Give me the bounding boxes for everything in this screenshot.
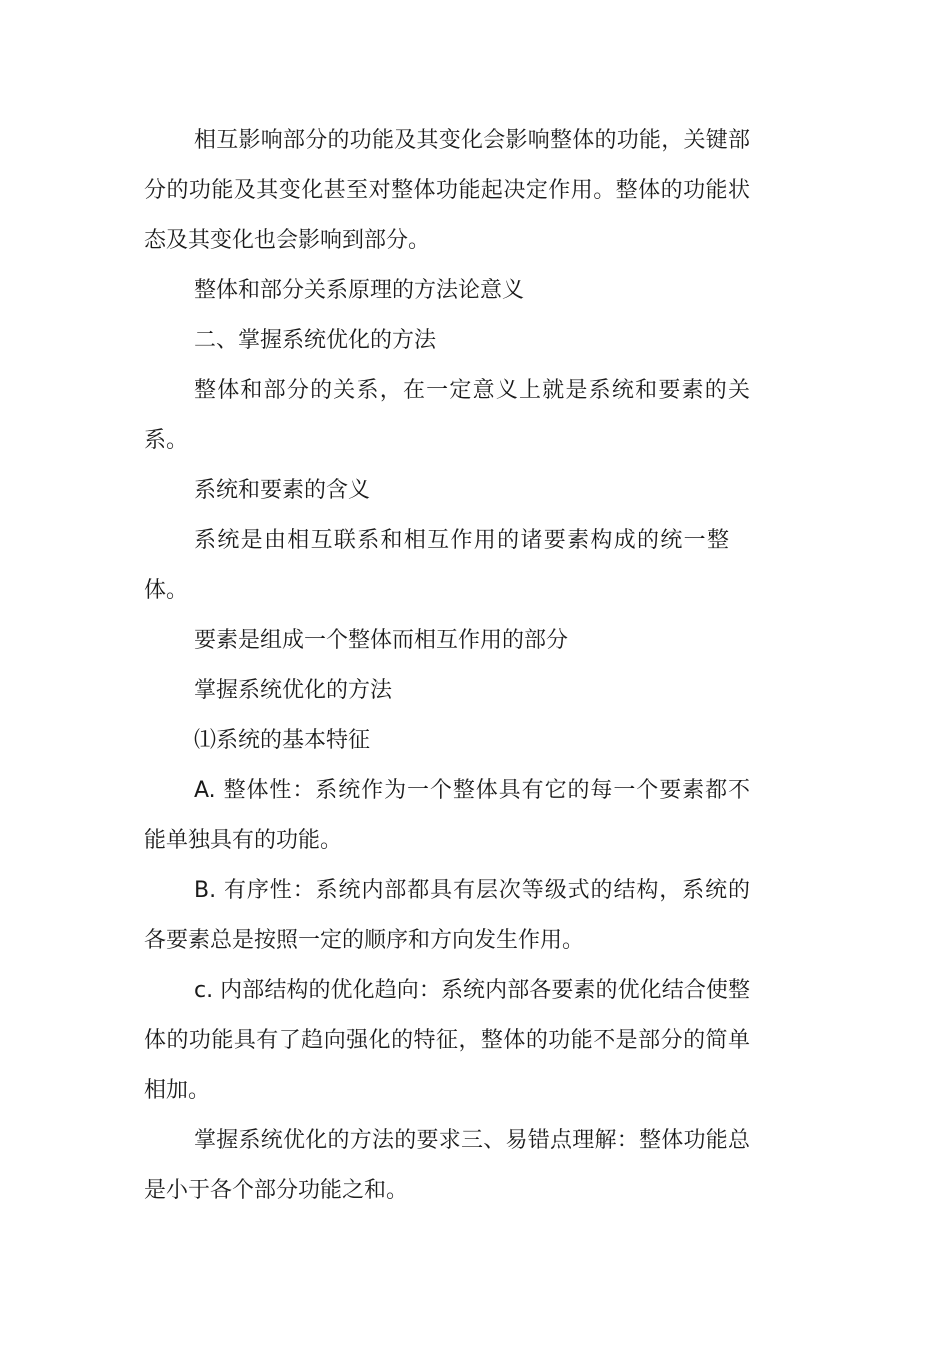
paragraph-master-optimization: 掌握系统优化的方法 (194, 678, 393, 703)
paragraph-basic-features: ⑴系统的基本特征 (194, 728, 371, 753)
paragraph-element-definition: 要素是组成一个整体而相互作用的部分 (194, 628, 569, 653)
paragraph-feature-wholeness: A. 整体性：系统作为一个整体具有它的每一个要素都不能单独具有的功能。 (144, 778, 750, 853)
paragraph-methodology-heading: 整体和部分关系原理的方法论意义 (194, 278, 525, 303)
paragraph-part-function: 相互影响部分的功能及其变化会影响整体的功能，关键部分的功能及其变化甚至对整体功能起决定作用。整体的功能状态及其变化也会影响到部分。 (144, 128, 750, 253)
paragraph-feature-order: B. 有序性：系统内部都具有层次等级式的结构，系统的各要素总是按照一定的顺序和方向发生作用。 (144, 878, 750, 953)
paragraph-whole-part-relation: 整体和部分的关系，在一定意义上就是系统和要素的关系。 (144, 378, 750, 453)
paragraph-requirements-misconception: 掌握系统优化的方法的要求三、易错点理解：整体功能总是小于各个部分功能之和。 (144, 1128, 750, 1203)
section-heading-system-optimization: 二、掌握系统优化的方法 (194, 328, 437, 353)
paragraph-feature-optimization-trend: c. 内部结构的优化趋向：系统内部各要素的优化结合使整体的功能具有了趋向强化的特征，整体的功能不是部分的简单相加。 (144, 978, 750, 1103)
paragraph-system-definition: 系统是由相互联系和相互作用的诸要素构成的统一整体。 (144, 528, 729, 603)
document-body (144, 116, 750, 1216)
paragraph-system-element-meaning: 系统和要素的含义 (194, 478, 371, 503)
